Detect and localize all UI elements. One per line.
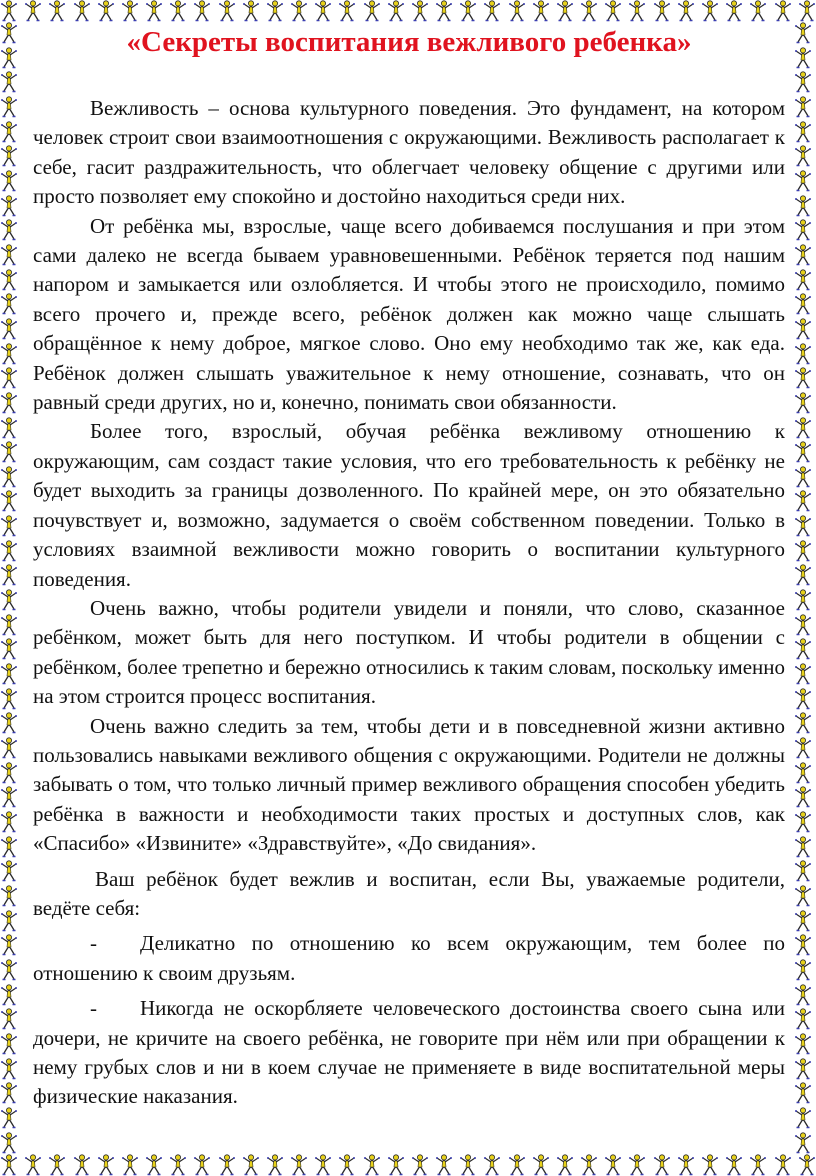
dancing-figure-icon xyxy=(0,984,18,1006)
dancing-figure-icon xyxy=(580,1154,598,1176)
dancing-figure-icon xyxy=(242,1154,260,1176)
dancing-figure-icon xyxy=(794,638,812,660)
dancing-figure-icon xyxy=(145,1154,163,1176)
dancing-figure-icon xyxy=(794,367,812,389)
dancing-figure-icon xyxy=(0,1082,18,1104)
dancing-figure-icon xyxy=(0,860,18,882)
dancing-figure-icon xyxy=(0,589,18,611)
dancing-figure-icon xyxy=(794,959,812,981)
dancing-figure-icon xyxy=(0,47,18,69)
dancing-figure-icon xyxy=(794,712,812,734)
dancing-figure-icon xyxy=(0,490,18,512)
dancing-figure-icon xyxy=(0,293,18,315)
dancing-figure-icon xyxy=(794,1082,812,1104)
dancing-figure-icon xyxy=(794,121,812,143)
dancing-figure-icon xyxy=(794,984,812,1006)
list-item-text: Деликатно по отношению ко всем окружающим, тем более по отношению к своим друзьям. xyxy=(33,931,785,985)
dancing-figure-icon xyxy=(0,195,18,217)
dancing-figure-icon xyxy=(794,71,812,93)
dancing-figure-icon xyxy=(0,145,18,167)
dancing-figure-icon xyxy=(794,688,812,710)
dancing-figure-icon xyxy=(794,663,812,685)
dancing-figure-icon xyxy=(0,170,18,192)
dancing-figure-icon xyxy=(0,22,18,44)
dancing-figure-icon xyxy=(794,170,812,192)
dancing-figure-icon xyxy=(794,219,812,241)
dancing-figure-icon xyxy=(0,219,18,241)
decorative-border-right xyxy=(794,22,816,1154)
dancing-figure-icon xyxy=(653,1154,671,1176)
dancing-figure-icon xyxy=(794,885,812,907)
paragraph-3: Более того, взрослый, обучая ребёнка вежливому отношению к окружающим, сам создаст такие условия, что его требовательность к ребёнку не будет выходить за границы дозволенного. По крайней мере, он это обязательно почувствует и, возможно, задумается о своём собственном поведении. Только в условиях взаимной вежливости можно говорить о воспитании культурного поведения. xyxy=(33,419,785,591)
document-body xyxy=(33,18,785,1112)
dancing-figure-icon xyxy=(0,318,18,340)
dancing-figure-icon xyxy=(363,1154,381,1176)
dancing-figure-icon xyxy=(0,540,18,562)
decorative-border-left xyxy=(0,22,22,1154)
dancing-figure-icon xyxy=(794,614,812,636)
dancing-figure-icon xyxy=(0,910,18,932)
dancing-figure-icon xyxy=(0,367,18,389)
dancing-figure-icon xyxy=(794,96,812,118)
dancing-figure-icon xyxy=(0,614,18,636)
dancing-figure-icon xyxy=(0,121,18,143)
dancing-figure-icon xyxy=(290,1154,308,1176)
dancing-figure-icon xyxy=(0,515,18,537)
paragraph-2: От ребёнка мы, взрослые, чаще всего добиваемся послушания и при этом сами далеко не всегда бываем уравновешенными. Ребёнок теряется под нашим напором и замыкается или озлобляется. И чтобы этого не происходило, помимо всего прочего и, прежде всего, ребёнок должен как можно чаще слышать обращённое к нему доброе, мягкое слово. Оно ему необходимо так же, как еда. Ребёнок должен слышать уважительное к нему отношение, сознавать, что он равный среди других, но и, конечно, понимать свои обязанности. xyxy=(33,213,785,415)
dancing-figure-icon xyxy=(794,1008,812,1030)
dancing-figure-icon xyxy=(193,1154,211,1176)
dancing-figure-icon xyxy=(459,1154,477,1176)
dancing-figure-icon xyxy=(0,1154,18,1176)
dancing-figure-icon xyxy=(48,1154,66,1176)
list-item xyxy=(33,994,785,1112)
dancing-figure-icon xyxy=(794,836,812,858)
dancing-figure-icon xyxy=(794,786,812,808)
dancing-figure-icon xyxy=(0,417,18,439)
dancing-figure-icon xyxy=(794,195,812,217)
dancing-figure-icon xyxy=(794,392,812,414)
dancing-figure-icon xyxy=(0,392,18,414)
dancing-figure-icon xyxy=(794,318,812,340)
paragraph-1: Вежливость – основа культурного поведения. Это фундамент, на котором человек строит свои взаимоотношения с окружающими. Вежливость располагает к себе, гасит раздражительность, что облегчает человеку общение с другими или просто позволяет ему спокойно и достойно находиться среди них. xyxy=(33,96,785,209)
dancing-figure-icon xyxy=(0,71,18,93)
dancing-figure-icon xyxy=(0,737,18,759)
decorative-border-bottom xyxy=(0,1154,816,1176)
dancing-figure-icon xyxy=(338,1154,356,1176)
dancing-figure-icon xyxy=(97,1154,115,1176)
dancing-figure-icon xyxy=(794,811,812,833)
dancing-figure-icon xyxy=(794,466,812,488)
dancing-figure-icon xyxy=(794,145,812,167)
dancing-figure-icon xyxy=(794,244,812,266)
dancing-figure-icon xyxy=(121,1154,139,1176)
dancing-figure-icon xyxy=(794,762,812,784)
dancing-figure-icon xyxy=(794,737,812,759)
dancing-figure-icon xyxy=(0,688,18,710)
dancing-figure-icon xyxy=(794,860,812,882)
list-marker: - xyxy=(90,931,97,956)
dancing-figure-icon xyxy=(604,1154,622,1176)
dancing-figure-icon xyxy=(0,343,18,365)
paragraph-5: Очень важно следить за тем, чтобы дети и в повседневной жизни активно пользовались навыками вежливого общения с окружающими. Родители не должны забывать о том, что только личный пример вежливого обращения способен убедить ребёнка в важности и необходимости таких простых и доступных слов, как «Спасибо» «Извините» «Здравствуйте», «До свидания». xyxy=(33,713,785,856)
dancing-figure-icon xyxy=(169,1154,187,1176)
dancing-figure-icon xyxy=(774,1154,792,1176)
dancing-figure-icon xyxy=(794,564,812,586)
dancing-figure-icon xyxy=(794,269,812,291)
dancing-figure-icon xyxy=(794,934,812,956)
dancing-figure-icon xyxy=(794,515,812,537)
dancing-figure-icon xyxy=(0,663,18,685)
dancing-figure-icon xyxy=(0,96,18,118)
dancing-figure-icon xyxy=(556,1154,574,1176)
dancing-figure-icon xyxy=(435,1154,453,1176)
dancing-figure-icon xyxy=(794,490,812,512)
paragraph-4: Очень важно, чтобы родители увидели и поняли, что слово, сказанное ребёнком, может быть для него поступком. И чтобы родители в общении с ребёнком, более трепетно и бережно относились к таким словам, поскольку именно на этом строится процесс воспитания. xyxy=(33,595,785,709)
dancing-figure-icon xyxy=(0,244,18,266)
dancing-figure-icon xyxy=(794,540,812,562)
dancing-figure-icon xyxy=(794,1107,812,1129)
paragraph-6: Ваш ребёнок будет вежлив и воспитан, если Вы, уважаемые родители, ведёте себя: xyxy=(33,866,785,920)
dancing-figure-icon xyxy=(73,1154,91,1176)
dancing-figure-icon xyxy=(749,1154,767,1176)
list-item-text: Никогда не оскорбляете человеческого достоинства своего сына или дочери, не кричите на своего ребёнка, не говорите при нём или при обращении к нему грубых слов и ни в коем случае не применяете в виде воспитательной меры физические наказания. xyxy=(33,996,785,1109)
dancing-figure-icon xyxy=(0,269,18,291)
dancing-figure-icon xyxy=(794,1033,812,1055)
dancing-figure-icon xyxy=(0,762,18,784)
dancing-figure-icon xyxy=(0,885,18,907)
dancing-figure-icon xyxy=(0,934,18,956)
dancing-figure-icon xyxy=(794,22,812,44)
dancing-figure-icon xyxy=(0,712,18,734)
dancing-figure-icon xyxy=(725,1154,743,1176)
dancing-figure-icon xyxy=(0,1008,18,1030)
dancing-figure-icon xyxy=(794,293,812,315)
dancing-figure-icon xyxy=(411,1154,429,1176)
dancing-figure-icon xyxy=(266,1154,284,1176)
dancing-figure-icon xyxy=(0,466,18,488)
dancing-figure-icon xyxy=(0,836,18,858)
dancing-figure-icon xyxy=(387,1154,405,1176)
list-item xyxy=(33,929,785,988)
dancing-figure-icon xyxy=(701,1154,719,1176)
dancing-figure-icon xyxy=(0,1033,18,1055)
dancing-figure-icon xyxy=(794,441,812,463)
dancing-figure-icon xyxy=(794,910,812,932)
dancing-figure-icon xyxy=(798,1154,816,1176)
dancing-figure-icon xyxy=(794,589,812,611)
dancing-figure-icon xyxy=(628,1154,646,1176)
dancing-figure-icon xyxy=(798,0,816,22)
dancing-figure-icon xyxy=(0,441,18,463)
dancing-figure-icon xyxy=(0,1107,18,1129)
dancing-figure-icon xyxy=(0,811,18,833)
dancing-figure-icon xyxy=(0,1058,18,1080)
dancing-figure-icon xyxy=(677,1154,695,1176)
dancing-figure-icon xyxy=(794,1132,812,1154)
dancing-figure-icon xyxy=(508,1154,526,1176)
dancing-figure-icon xyxy=(0,638,18,660)
dancing-figure-icon xyxy=(0,959,18,981)
dancing-figure-icon xyxy=(314,1154,332,1176)
dancing-figure-icon xyxy=(218,1154,236,1176)
dancing-figure-icon xyxy=(0,0,18,22)
dancing-figure-icon xyxy=(0,1132,18,1154)
dancing-figure-icon xyxy=(532,1154,550,1176)
dancing-figure-icon xyxy=(24,1154,42,1176)
dancing-figure-icon xyxy=(794,417,812,439)
dancing-figure-icon xyxy=(483,1154,501,1176)
dancing-figure-icon xyxy=(794,47,812,69)
dancing-figure-icon xyxy=(794,1058,812,1080)
document-title: «Секреты воспитания вежливого ребенка» xyxy=(126,26,692,58)
dancing-figure-icon xyxy=(0,786,18,808)
dancing-figure-icon xyxy=(0,564,18,586)
dancing-figure-icon xyxy=(794,343,812,365)
list-marker: - xyxy=(90,996,97,1021)
